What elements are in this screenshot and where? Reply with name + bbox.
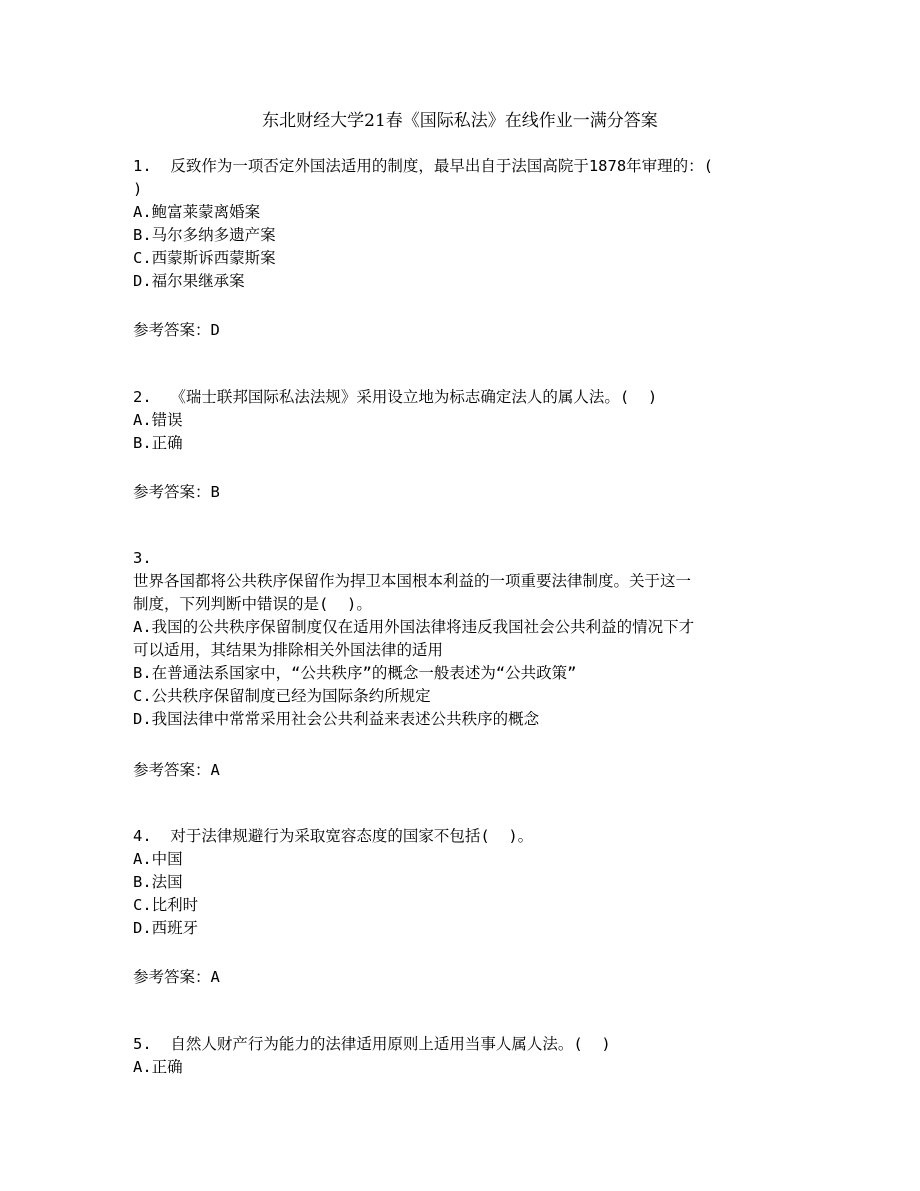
answer-2 — [133, 481, 220, 504]
option-c: C.西蒙斯诉西蒙斯案 — [133, 249, 276, 267]
option-a: A.正确 — [133, 1058, 183, 1076]
answer-value: D — [210, 321, 220, 339]
option-a: A.错误 — [133, 411, 183, 429]
answer-label: 参考答案： — [133, 321, 211, 339]
question-4 — [133, 825, 793, 940]
question-stem: 制度，下列判断中错误的是( )。 — [133, 595, 372, 613]
question-stem: 1. 反致作为一项否定外国法适用的制度，最早出自于法国高院于1878年审理的：( — [133, 157, 713, 175]
question-5 — [133, 1033, 793, 1079]
answer-label: 参考答案： — [133, 968, 211, 986]
option-b: B.在普通法系国家中，“公共秩序”的概念一般表述为“公共政策” — [133, 664, 577, 682]
question-stem: ) — [133, 180, 143, 198]
option-b: B.正确 — [133, 434, 183, 452]
answer-value: A — [210, 968, 220, 986]
answer-label: 参考答案： — [133, 761, 211, 779]
answer-value: B — [210, 483, 220, 501]
option-b: B.马尔多纳多遗产案 — [133, 226, 276, 244]
option-a: A.鲍富莱蒙离婚案 — [133, 203, 261, 221]
question-1 — [133, 155, 793, 293]
option-b: B.法国 — [133, 873, 183, 891]
option-a: A.中国 — [133, 850, 183, 868]
answer-1 — [133, 319, 220, 342]
option-d: D.福尔果继承案 — [133, 272, 245, 290]
question-3 — [133, 547, 793, 731]
question-stem: 4. 对于法律规避行为采取宽容态度的国家不包括( )。 — [133, 827, 534, 845]
answer-value: A — [210, 761, 220, 779]
answer-label: 参考答案： — [133, 483, 211, 501]
page-title: 东北财经大学21春《国际私法》在线作业一满分答案 — [262, 111, 658, 131]
option-a-continued: 可以适用，其结果为排除相关外国法律的适用 — [133, 641, 444, 659]
question-stem: 世界各国都将公共秩序保留作为捍卫本国根本利益的一项重要法律制度。关于这一 — [133, 572, 692, 590]
option-c: C.比利时 — [133, 896, 199, 914]
option-d: D.西班牙 — [133, 919, 199, 937]
question-number: 3. — [133, 549, 152, 567]
question-stem: 2. 《瑞士联邦国际私法法规》采用设立地为标志确定法人的属人法。( ) — [133, 388, 658, 406]
answer-4 — [133, 966, 220, 989]
option-a: A.我国的公共秩序保留制度仅在适用外国法律将违反我国社会公共利益的情况下才 — [133, 618, 695, 636]
question-stem: 5. 自然人财产行为能力的法律适用原则上适用当事人属人法。( ) — [133, 1035, 611, 1053]
answer-3 — [133, 759, 220, 782]
question-2 — [133, 386, 793, 455]
option-d: D.我国法律中常常采用社会公共利益来表述公共秩序的概念 — [133, 710, 540, 728]
option-c: C.公共秩序保留制度已经为国际条约所规定 — [133, 687, 431, 705]
